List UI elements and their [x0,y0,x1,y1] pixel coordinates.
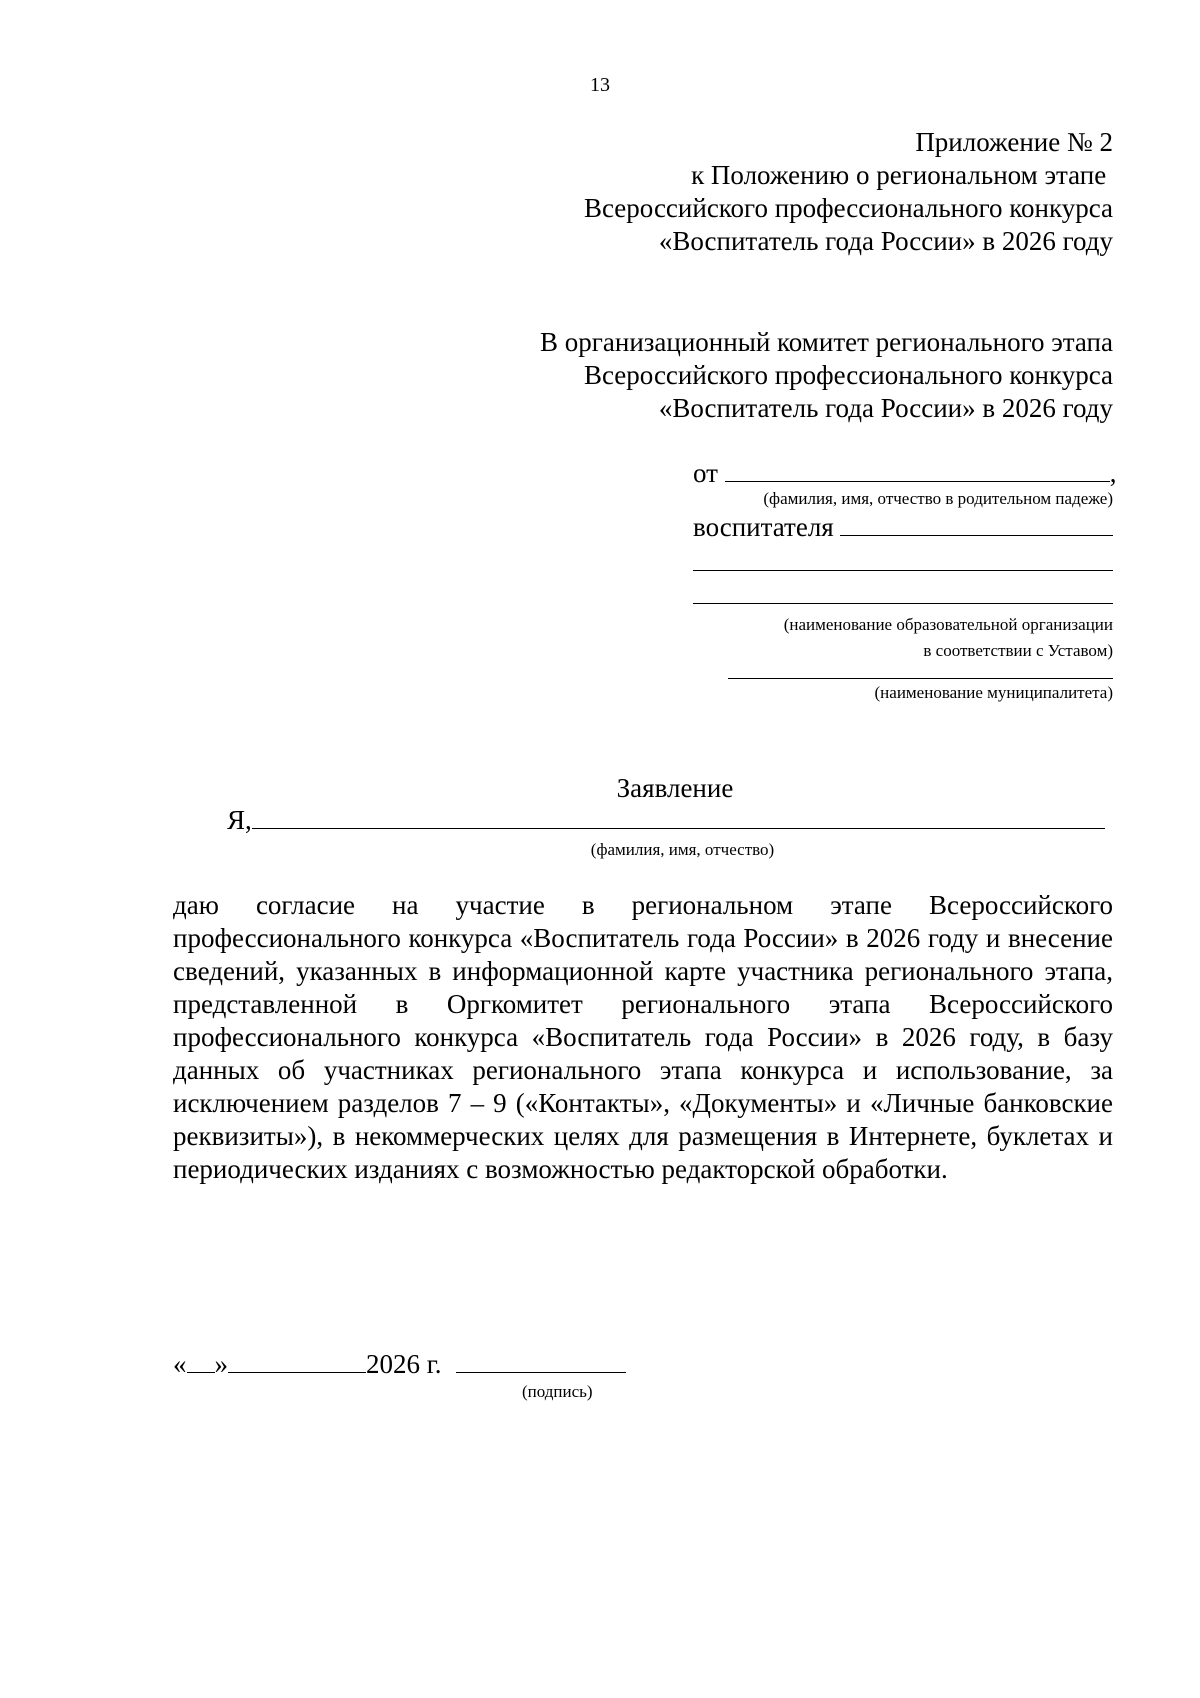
signature-field[interactable] [456,1352,626,1373]
appendix-line-2: к Положению о региональном этапе [691,160,1113,190]
from-name-field[interactable] [725,461,1110,482]
statement-title: Заявление [616,773,734,803]
appendix-line-3: Всероссийского профессионального конкурса [583,193,1113,223]
quote-open: « [173,1349,187,1379]
appendix-header [584,126,1113,258]
from-row [693,458,1116,489]
position-row [693,512,1113,543]
from-hint: (фамилия, имя, отчество в родительном падеже) [763,489,1113,508]
municipality-hint: (наименование муниципалитета) [874,683,1113,702]
signature-hint: (подпись) [522,1382,593,1401]
addressee-line-2: Всероссийского профессионального конкурса [583,360,1113,390]
organization-hint [784,612,1113,664]
addressee-line-1: В организационный комитет регионального этапа [540,327,1113,357]
ya-row [227,805,1105,836]
full-name-hint: (фамилия, имя, отчество) [590,840,775,859]
organization-field-line-1[interactable] [693,570,1113,571]
organization-field-line-2[interactable] [693,603,1113,604]
position-label: воспитателя [693,512,834,542]
quote-close: » [214,1349,228,1379]
municipality-field[interactable] [728,678,1113,679]
addressee-block [540,326,1113,425]
organization-hint-line-1: (наименование образовательной организации [783,615,1113,634]
year-label: 2026 г. [366,1349,442,1379]
full-name-field[interactable] [252,808,1105,829]
date-signature-row [173,1349,626,1380]
ya-label: Я, [227,805,252,835]
addressee-line-3: «Воспитатель года России» в 2026 году [658,393,1113,423]
from-suffix: , [1109,458,1117,488]
appendix-line-4: «Воспитатель года России» в 2026 году [658,226,1113,256]
consent-body: даю согласие на участие в региональном этапе Всероссийского профессионального конкурса «Воспитатель года России» в 2026 году и внесение сведений, указанных в информационной карте участника регионального этапа, представленной в Оргкомитет регионального этапа Всероссийского профессионального конкурса «Воспитатель года России» в 2026 году, в базу данных об участниках регионального этапа конкурса и использование, за исключением разделов 7 – 9 («Контакты», «Документы» и «Личные банковские реквизиты»), в некоммерческих целях для размещения в Интернете, буклетах и периодических изданиях с возможностью редакторской обработки. [173,890,1113,1184]
organization-hint-line-2: в соответствии с Уставом) [923,641,1113,660]
from-label: от [693,458,718,488]
month-field[interactable] [228,1352,366,1373]
day-field[interactable] [187,1352,215,1373]
position-field[interactable] [840,515,1113,536]
page-number: 13 [590,74,610,96]
appendix-line-1: Приложение № 2 [915,127,1113,157]
